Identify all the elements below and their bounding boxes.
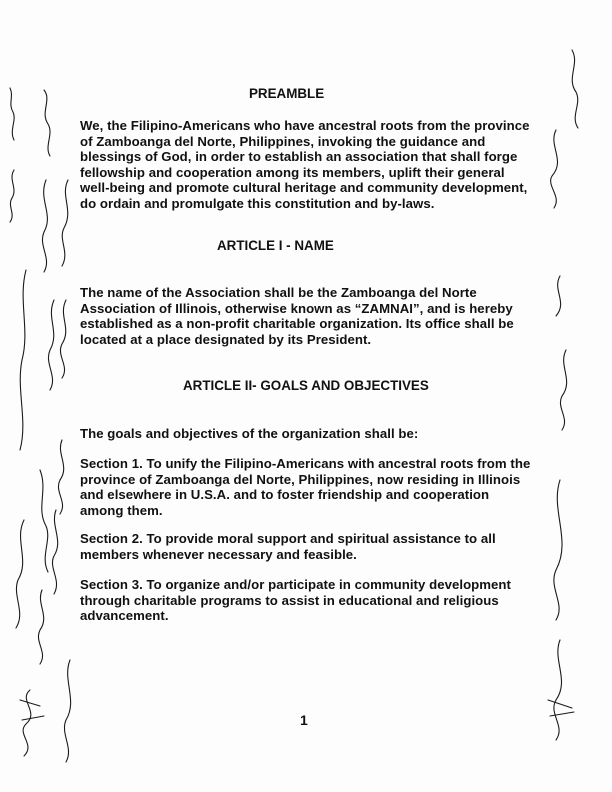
signature-left-1 — [10, 88, 14, 140]
page-number: 1 — [300, 712, 308, 728]
article-2-heading: ARTICLE II- GOALS AND OBJECTIVES — [183, 378, 429, 393]
section-2-text: Section 2. To provide moral support and spiritual assistance to all members whenever necessary and feasible. — [80, 531, 496, 562]
signature-left-2 — [16, 520, 24, 628]
signature-right-1 — [572, 50, 578, 128]
section-1-text: Section 1. To unify the Filipino-Americans with ancestral roots from the province of Zamboanga del Norte, Philippines, now residing in Illinois and elsewhere in U.S.A. and to foster friendship and cooperation among them. — [80, 456, 531, 518]
signature-right-2 — [554, 480, 562, 620]
preamble-heading: PREAMBLE — [249, 86, 325, 101]
article-1-heading: ARTICLE I - NAME — [217, 238, 334, 253]
section-3-text: Section 3. To organize and/or participate in community development through charitable programs to assist in educational and religious advancement. — [80, 577, 511, 624]
signature-left-3 — [44, 90, 50, 156]
article-1-text: The name of the Association shall be the Zamboanga del Norte Association of Illinois, otherwise known as “ZAMNAI”, and is hereby established as a non-profit charitable organization. Its office shall be located at a place designated by its President. — [80, 285, 514, 347]
preamble-text: We, the Filipino-Americans who have ancestral roots from the province of Zamboanga del Norte, Philippines, invoking the guidance and blessings of God, in order to establish an association that shall forge fellowship and cooperation among its members, uplift their general well-being and promote cultural heritage and community development, do ordain and promulgate this constitution and by-laws. — [80, 118, 530, 211]
article-2-intro: The goals and objectives of the organization shall be: — [80, 426, 419, 441]
